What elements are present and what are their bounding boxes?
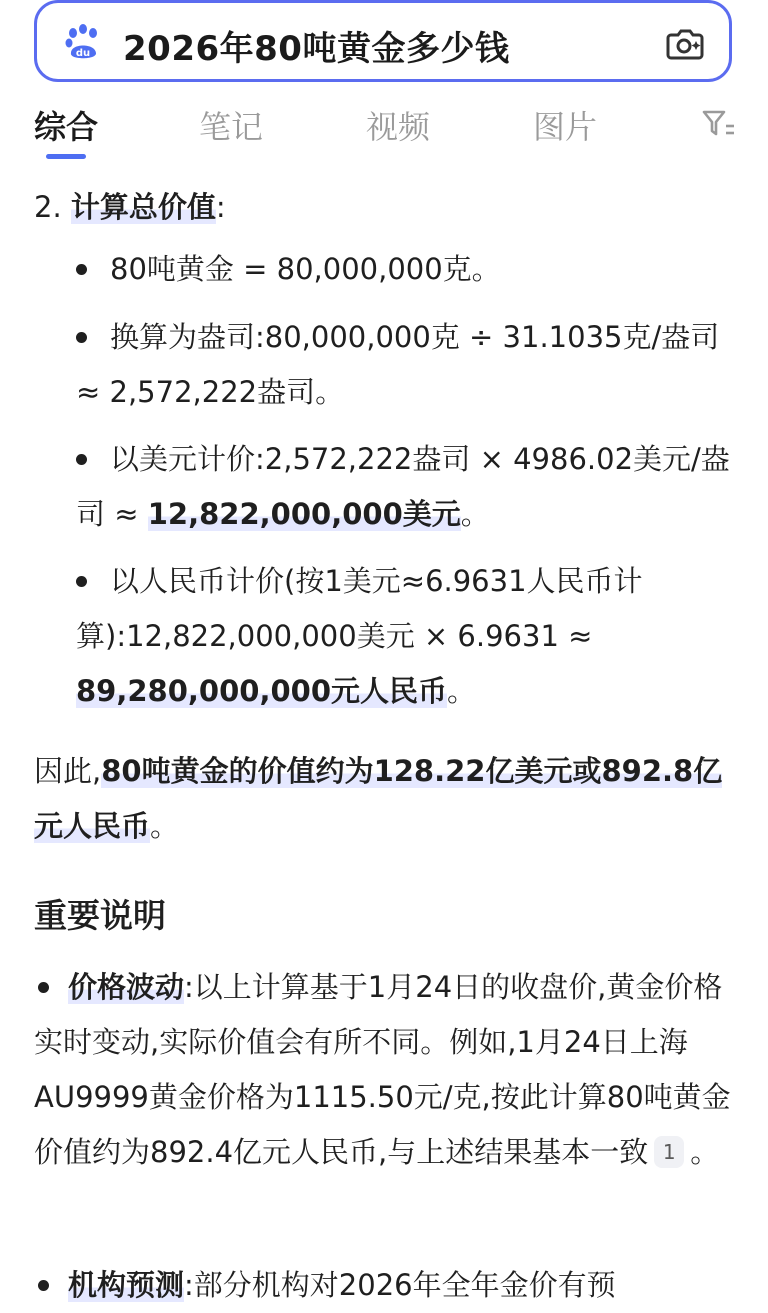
tab-videos[interactable]: 视频 (366, 108, 431, 146)
list-item: 换算为盎司:80,000,000克 ÷ 31.1035克/盎司 ≈ 2,572,222盎司。 (76, 320, 720, 409)
search-query[interactable]: 2026年80吨黄金多少钱 (123, 29, 510, 69)
bullet-dot (76, 576, 87, 587)
active-tab-indicator (46, 154, 86, 159)
tab-all[interactable]: 综合 (34, 108, 99, 146)
citation-badge[interactable]: 1 (654, 1136, 684, 1168)
list-item: 以人民币计价(按1美元≈6.9631人民币计算):12,822,000,000美元 × 6.9631 ≈ 89,280,000,000元人民币。 (76, 564, 643, 708)
section-heading: 重要说明 (34, 896, 166, 935)
tab-notes[interactable]: 笔记 (199, 108, 264, 146)
bullet-dot (38, 982, 49, 993)
list-item: 80吨黄金 = 80,000,000克。 (76, 242, 736, 297)
list-item: 以美元计价:2,572,222盎司 × 4986.02美元/盎司 ≈ 12,822,000,000美元。 (76, 442, 730, 531)
bullet-dot (76, 332, 87, 343)
step-2-title: 2. 计算总价值: (34, 190, 226, 224)
search-bar[interactable] (34, 0, 732, 82)
list-item: 价格波动:以上计算基于1月24日的收盘价,黄金价格实时变动,实际价值会有所不同。例如,1月24日上海AU9999黄金价格为1115.50元/克,按此计算80吨黄金价值约为892.4亿元人民币,与上述结果基本一致 1 。 (34, 970, 731, 1169)
filter-icon[interactable] (700, 106, 736, 142)
bullet-dot (76, 264, 87, 275)
camera-search-icon[interactable] (663, 21, 707, 65)
conclusion-paragraph: 因此,80吨黄金的价值约为128.22亿美元或892.8亿元人民币。 (34, 754, 723, 843)
baidu-paw-icon[interactable] (63, 23, 103, 63)
bullet-dot (38, 1280, 49, 1291)
tab-bar (0, 92, 768, 162)
list-item: 机构预测:部分机构对2026年全年金价有预 (34, 1258, 734, 1313)
tab-images[interactable]: 图片 (533, 108, 598, 146)
svg-text:du: du (75, 48, 91, 59)
bullet-dot (76, 454, 87, 465)
